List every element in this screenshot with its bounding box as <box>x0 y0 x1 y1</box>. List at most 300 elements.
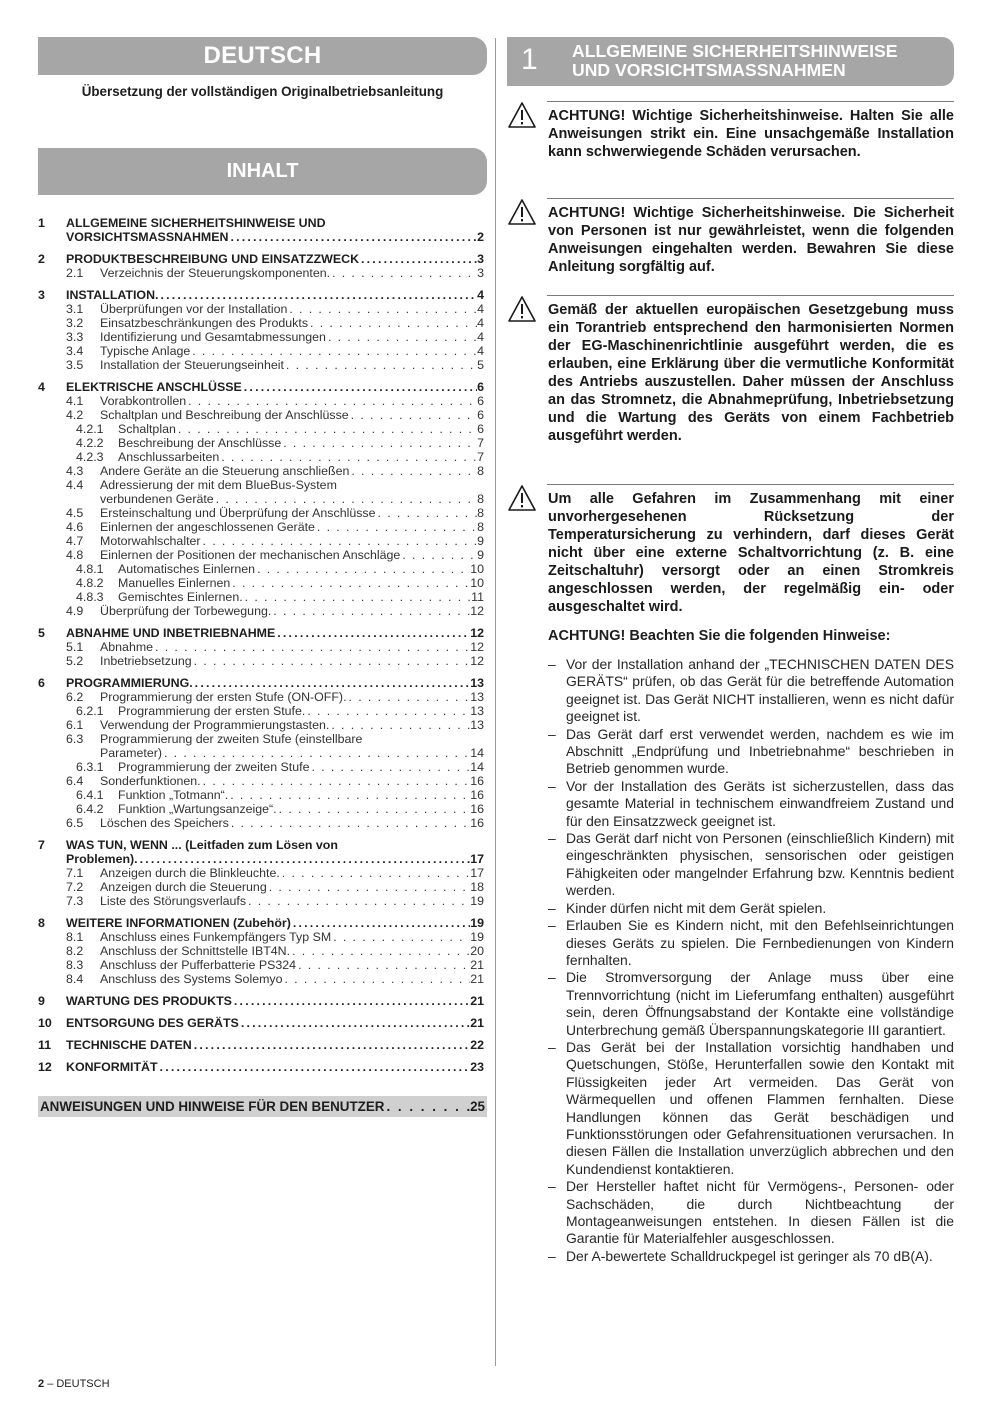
toc-label: Adressierung der mit dem BlueBus-System <box>100 478 337 492</box>
document-subtitle: Übersetzung der vollständigen Originalbetriebsanleitung <box>81 84 444 99</box>
toc-page-number: 21 <box>470 1016 484 1030</box>
toc-leader <box>308 316 477 330</box>
toc-label: ALLGEMEINE SICHERHEITSHINWEISE UND <box>66 216 326 230</box>
toc-entry[interactable] <box>38 548 484 562</box>
section-number: 1 <box>521 43 538 76</box>
toc-label: Motorwahlschalter <box>100 534 201 548</box>
toc-number: 2 <box>38 252 45 266</box>
dash-bullet-icon: – <box>548 1247 556 1264</box>
toc-page-number: 12 <box>470 654 484 668</box>
toc-number: 6 <box>38 676 45 690</box>
toc-leader <box>305 704 470 718</box>
toc-page-number: 6 <box>477 422 484 436</box>
toc-page-number: 9 <box>477 548 484 562</box>
toc-leader <box>349 464 477 478</box>
dash-bullet-icon: – <box>548 725 556 742</box>
toc-number: 7.1 <box>66 866 84 880</box>
toc-number: 4.8.3 <box>76 590 104 604</box>
toc-entry[interactable] <box>38 930 484 944</box>
section-title: ALLGEMEINE SICHERHEITSHINWEISE UND VORSICHTSMASSNAHMEN <box>572 41 898 80</box>
toc-page-number: 21 <box>470 994 484 1008</box>
toc-page-number: 8 <box>477 464 484 478</box>
hint-text: Vor der Installation anhand der „TECHNISCHEN DATEN DES GERÄTS“ prüfen, ob das Gerät für die betreffende Automation geeignet ist. Das Gerät NICHT installieren, wenn es nicht dafür geeignet ist. <box>566 656 954 725</box>
toc-number: 4.4 <box>66 478 84 492</box>
toc-users-page: 25 <box>470 1099 485 1114</box>
toc-entry[interactable] <box>38 266 484 280</box>
hint-text: Vor der Installation des Geräts ist sicherzustellen, dass das gesamte Material in technischem einwandfreiem Zustand und für den Einsatzzweck geeignet ist. <box>566 777 954 829</box>
toc-number: 11 <box>38 1038 52 1052</box>
toc-number: 12 <box>38 1060 52 1074</box>
toc-page-number: 16 <box>470 802 484 816</box>
toc-label: Funktion „Totmann“. <box>118 788 229 802</box>
toc-page-number: 3 <box>477 266 484 280</box>
toc-page-number: 19 <box>470 930 484 944</box>
toc-number: 4.6 <box>66 520 84 534</box>
toc-page-number: 17 <box>470 852 484 866</box>
toc-users-entry[interactable] <box>38 1096 487 1117</box>
toc-label: Inbetriebsetzung <box>100 654 192 668</box>
toc-page-number: 5 <box>477 358 484 372</box>
language-banner: DEUTSCH <box>38 37 487 75</box>
hint-item <box>548 778 954 830</box>
toc-label: Einlernen der angeschlossenen Geräte <box>100 520 315 534</box>
toc-leader <box>232 994 470 1008</box>
toc-leader <box>330 266 477 280</box>
toc-page-number: 8 <box>477 492 484 506</box>
warning-triangle-icon <box>507 198 537 226</box>
toc-label: VORSICHTSMASSNAHMEN <box>66 230 229 244</box>
toc-page-number: 6 <box>477 408 484 422</box>
toc-label: ELEKTRISCHE ANSCHLÜSSE <box>66 380 242 394</box>
toc-label: Einlernen der Positionen der mechanischen Anschläge <box>100 548 401 562</box>
toc-page-number: 17 <box>470 866 484 880</box>
toc-entry[interactable] <box>38 604 484 618</box>
hint-item <box>548 1178 954 1248</box>
toc-label: Gemischtes Einlernen. <box>118 590 243 604</box>
toc-page-number: 13 <box>470 718 484 732</box>
toc-entry[interactable] <box>38 520 484 534</box>
toc-number: 4.8 <box>66 548 84 562</box>
toc-label: Beschreibung der Anschlüsse <box>118 436 282 450</box>
toc-page-number: 4 <box>477 288 484 302</box>
warning-rule <box>547 198 954 199</box>
dash-bullet-icon: – <box>548 777 556 794</box>
toc-entry[interactable] <box>38 802 484 816</box>
warning-text: ACHTUNG! Wichtige Sicherheitshinweise. Die Sicherheit von Personen ist nur gewährleistet, wenn die folgenden Anweisungen eingehalten werden. Bewahren Sie diese Anleitung sorgfältig auf. <box>548 205 954 275</box>
dash-bullet-icon: – <box>548 656 556 672</box>
toc-label: TECHNISCHE DATEN <box>66 1038 192 1052</box>
toc-label: Löschen des Speichers <box>100 816 229 830</box>
hint-item <box>548 900 954 917</box>
page-footer <box>38 1378 110 1390</box>
hint-text: Kinder dürfen nicht mit dem Gerät spielen. <box>566 899 827 916</box>
toc-label: Installation der Steuerungseinheit <box>100 358 284 372</box>
toc-page-number: 7 <box>477 450 484 464</box>
toc-number: 7.3 <box>66 894 84 908</box>
toc-page-number: 7 <box>477 436 484 450</box>
toc-page-number: 18 <box>470 880 484 894</box>
toc-label: Verzeichnis der Steuerungskomponenten. <box>100 266 331 280</box>
toc-label: Abnahme <box>100 640 154 654</box>
toc-page-number: 13 <box>470 704 484 718</box>
toc-leader <box>347 690 471 704</box>
toc-leader <box>359 252 477 266</box>
toc-page-number: 11 <box>471 590 484 604</box>
toc-label: Anzeigen durch die Blinkleuchte. <box>100 866 280 880</box>
toc-number: 4.2.2 <box>76 436 104 450</box>
toc-label: PROGRAMMIERUNG. <box>66 676 193 690</box>
toc-label: WAS TUN, WENN ... (Leitfaden zum Lösen von <box>66 838 338 852</box>
toc-entry[interactable] <box>38 1016 484 1030</box>
toc-leader <box>190 344 477 358</box>
dash-bullet-icon: – <box>548 1038 556 1055</box>
toc-label: INSTALLATION. <box>66 288 159 302</box>
toc-label: Programmierung der zweiten Stufe (einstellbare <box>100 732 363 746</box>
toc-page-number: 22 <box>470 1038 484 1052</box>
toc-title: INHALT <box>38 148 487 195</box>
toc-entry[interactable] <box>38 866 484 880</box>
toc-label: Anschlussarbeiten <box>118 450 220 464</box>
toc-page-number: 12 <box>470 640 484 654</box>
toc-number: 4.5 <box>66 506 84 520</box>
toc-leader <box>283 972 471 986</box>
toc-number: 4.8.2 <box>76 576 104 590</box>
toc-entry[interactable] <box>38 690 484 704</box>
hint-text: Der A-bewertete Schalldruckpegel ist geringer als 70 dB(A). <box>566 1247 933 1264</box>
toc-entry[interactable] <box>38 704 484 718</box>
toc-page-number: 8 <box>477 520 484 534</box>
dash-bullet-icon: – <box>548 830 556 847</box>
toc-leader <box>246 894 470 908</box>
toc-number: 4 <box>38 380 45 394</box>
toc-label: Parameter) <box>100 746 162 760</box>
toc-label: Schaltplan <box>118 422 176 436</box>
toc-number: 8.1 <box>66 930 84 944</box>
toc-leader <box>255 562 470 576</box>
toc-entry[interactable] <box>38 576 484 590</box>
toc-entry[interactable] <box>38 1060 484 1074</box>
toc-page-number: 9 <box>477 534 484 548</box>
toc-entry[interactable] <box>38 408 484 422</box>
toc-leader <box>329 718 470 732</box>
toc-entry[interactable] <box>38 774 484 788</box>
toc-leader <box>331 930 470 944</box>
table-of-contents <box>38 216 484 1074</box>
toc-number: 3.2 <box>66 316 84 330</box>
hint-text: Das Gerät darf erst verwendet werden, nachdem es wie im Abschnitt „Endprüfung und Inbetriebnahme“ beschrieben in Betrieb genommen wurde. <box>566 725 954 777</box>
toc-leader <box>280 866 470 880</box>
toc-entry[interactable] <box>38 288 484 302</box>
toc-label: ENTSORGUNG DES GERÄTS <box>66 1016 239 1030</box>
warning-rule <box>547 295 954 296</box>
toc-page-number: 4 <box>477 330 484 344</box>
toc-number: 6.4 <box>66 774 84 788</box>
toc-label: Sonderfunktionen. <box>100 774 201 788</box>
toc-users-label: ANWEISUNGEN UND HINWEISE FÜR DEN BENUTZER <box>40 1099 385 1114</box>
toc-label: Problemen). <box>66 852 138 866</box>
hint-item <box>548 969 954 1039</box>
toc-leader <box>271 604 470 618</box>
dash-bullet-icon: – <box>548 969 556 986</box>
toc-label: Vorabkontrollen <box>100 394 187 408</box>
toc-entry[interactable] <box>38 894 484 908</box>
dash-bullet-icon: – <box>548 1178 556 1195</box>
toc-entry[interactable] <box>38 816 484 830</box>
toc-number: 4.3 <box>66 464 84 478</box>
toc-label: verbundenen Geräte <box>100 492 214 506</box>
toc-entry[interactable] <box>38 450 484 464</box>
toc-number: 6.2.1 <box>76 704 104 718</box>
toc-label: WEITERE INFORMATIONEN (Zubehör) <box>66 916 291 930</box>
toc-entry[interactable] <box>38 506 484 520</box>
toc-leader <box>243 590 471 604</box>
toc-number: 3.3 <box>66 330 84 344</box>
toc-leader <box>275 626 470 640</box>
toc-leader <box>214 492 477 506</box>
toc-label: WARTUNG DES PRODUKTS <box>66 994 232 1008</box>
toc-leader <box>228 230 477 244</box>
toc-leader <box>296 958 470 972</box>
page-number: 2 <box>38 1378 45 1390</box>
toc-number: 6.1 <box>66 718 84 732</box>
toc-entry[interactable] <box>38 394 484 408</box>
hint-item <box>548 656 954 726</box>
toc-label: KONFORMITÄT <box>66 1060 158 1074</box>
toc-leader <box>290 944 470 958</box>
toc-entry[interactable] <box>38 534 484 548</box>
notice-heading: ACHTUNG! Beachten Sie die folgenden Hinweise: <box>548 628 891 644</box>
toc-page-number: 6 <box>477 394 484 408</box>
toc-entry[interactable] <box>38 562 484 576</box>
toc-page-number: 10 <box>470 562 484 576</box>
warning-text: ACHTUNG! Wichtige Sicherheitshinweise. Halten Sie alle Anweisungen strikt ein. Eine unsachgemäße Installation kann schwerwiegende Schäden verursachen. <box>548 108 954 160</box>
toc-label: Verwendung der Programmierungstasten. <box>100 718 330 732</box>
dash-bullet-icon: – <box>548 917 556 934</box>
toc-leader <box>291 916 470 930</box>
toc-leader <box>281 436 477 450</box>
warning-triangle-icon <box>507 295 537 323</box>
toc-entry[interactable] <box>38 626 484 640</box>
toc-number: 9 <box>38 994 45 1008</box>
toc-leader <box>309 760 470 774</box>
toc-label: Überprüfungen vor der Installation <box>100 302 288 316</box>
toc-label: Schaltplan und Beschreibung der Anschlüsse <box>100 408 349 422</box>
toc-entry[interactable] <box>38 916 484 930</box>
toc-page-number: 16 <box>470 774 484 788</box>
toc-page-number: 16 <box>470 788 484 802</box>
toc-page-number: 13 <box>470 690 484 704</box>
warning-text: Um alle Gefahren im Zusammenhang mit einer unvorhergesehenen Rücksetzung der Temperatursicherung zu verhindern, darf dieses Gerät nicht über eine externe Schaltvorrichtung (z. B. eine Zeitschaltuhr) versorgt oder an einen Stromkreis angeschlossen werden, der regelmäßig ein- oder ausgeschaltet wird. <box>548 491 954 615</box>
toc-page-number: 19 <box>470 894 484 908</box>
toc-page-number: 14 <box>470 746 484 760</box>
toc-leader <box>315 520 477 534</box>
toc-leader <box>242 380 477 394</box>
toc-leader <box>192 1038 470 1052</box>
toc-entry[interactable] <box>38 732 484 760</box>
warning-triangle-icon <box>507 101 537 129</box>
toc-entry[interactable] <box>38 654 484 668</box>
toc-page-number: 3 <box>477 252 484 266</box>
toc-label: ABNAHME UND INBETRIEBNAHME <box>66 626 276 640</box>
toc-leader <box>287 302 477 316</box>
toc-entry[interactable] <box>38 958 484 972</box>
column-divider <box>495 38 496 1366</box>
toc-entry[interactable] <box>38 316 484 330</box>
toc-entry[interactable] <box>38 422 484 436</box>
toc-number: 10 <box>38 1016 52 1030</box>
toc-entry[interactable] <box>38 994 484 1008</box>
toc-leader <box>284 358 477 372</box>
toc-entry[interactable] <box>38 478 484 506</box>
toc-number: 1 <box>38 216 45 230</box>
toc-leader <box>267 880 470 894</box>
toc-entry[interactable] <box>38 838 484 866</box>
hint-text: Das Gerät bei der Installation vorsichtig handhaben und Quetschungen, Stöße, Herunterfallen sowie den Kontakt mit Flüssigkeiten jeder Art vermeiden. Das Gerät von Wärmequellen und offenen Flammen fernhalten. Diese Handlungen können das Gerät beschädigen und Funktionsstörungen oder Gefahrensituationen verursachen. In diesen Fällen die Installation unverzüglich abbrechen und den Kundendienst kontaktieren. <box>566 1038 954 1177</box>
toc-page-number: 10 <box>470 576 484 590</box>
toc-leader <box>229 816 470 830</box>
toc-number: 6.3 <box>66 732 84 746</box>
toc-label: Ersteinschaltung und Überprüfung der Anschlüsse <box>100 506 376 520</box>
toc-label: Anschluss eines Funkempfängers Typ SM <box>100 930 332 944</box>
toc-leader <box>201 774 471 788</box>
toc-entry[interactable] <box>38 380 484 394</box>
toc-label: Programmierung der ersten Stufe. <box>118 704 306 718</box>
toc-page-number: 19 <box>470 916 484 930</box>
toc-entry[interactable] <box>38 760 484 774</box>
toc-number: 5.1 <box>66 640 84 654</box>
toc-label: PRODUKTBESCHREIBUNG UND EINSATZZWECK <box>66 252 360 266</box>
toc-entry[interactable] <box>38 590 484 604</box>
footer-language: – DEUTSCH <box>47 1378 110 1390</box>
toc-label: Automatisches Einlernen <box>118 562 256 576</box>
toc-entry[interactable] <box>38 436 484 450</box>
toc-entry[interactable] <box>38 788 484 802</box>
toc-label: Typische Anlage <box>100 344 191 358</box>
toc-page-number: 14 <box>470 760 484 774</box>
toc-number: 3.4 <box>66 344 84 358</box>
hint-item <box>548 830 954 900</box>
toc-number: 4.2.1 <box>76 422 104 436</box>
toc-number: 7 <box>38 838 45 852</box>
toc-page-number: 13 <box>470 676 484 690</box>
toc-number: 4.2.3 <box>76 450 104 464</box>
toc-entry[interactable] <box>38 718 484 732</box>
toc-number: 2.1 <box>66 266 84 280</box>
toc-label: Anschluss des Systems Solemyo <box>100 972 283 986</box>
toc-leader <box>193 676 471 690</box>
toc-leader <box>230 576 470 590</box>
toc-leader <box>326 330 477 344</box>
toc-label: Anschluss der Schnittstelle IBT4N. <box>100 944 291 958</box>
toc-entry[interactable] <box>38 1038 484 1052</box>
toc-leader <box>158 288 477 302</box>
toc-page-number: 12 <box>470 626 484 640</box>
warning-rule <box>547 101 954 102</box>
toc-number: 3.5 <box>66 358 84 372</box>
toc-label: Programmierung der ersten Stufe (ON-OFF). <box>100 690 347 704</box>
toc-number: 4.2 <box>66 408 84 422</box>
toc-number: 5.2 <box>66 654 84 668</box>
toc-number: 3 <box>38 288 45 302</box>
toc-number: 6.5 <box>66 816 84 830</box>
toc-number: 4.8.1 <box>76 562 104 576</box>
toc-page-number: 4 <box>477 302 484 316</box>
toc-page-number: 4 <box>477 316 484 330</box>
toc-page-number: 2 <box>477 230 484 244</box>
toc-number: 4.9 <box>66 604 84 618</box>
toc-label: Manuelles Einlernen <box>118 576 231 590</box>
hint-text: Das Gerät darf nicht von Personen (einschließlich Kindern) mit eingeschränkten physischen, sensorischen oder geistigen Fähigkeiten oder mangelnder Erfahrung bzw. Kenntnis bedient werden. <box>566 830 954 899</box>
toc-entry[interactable] <box>38 640 484 654</box>
toc-entry[interactable] <box>38 880 484 894</box>
toc-label: Überprüfung der Torbewegung. <box>100 604 272 618</box>
toc-page-number: 4 <box>477 344 484 358</box>
toc-leader <box>376 506 478 520</box>
toc-number: 8.4 <box>66 972 84 986</box>
toc-page-number: 20 <box>470 944 484 958</box>
toc-page-number: 23 <box>470 1060 484 1074</box>
toc-label: Anschluss der Pufferbatterie PS324 <box>100 958 297 972</box>
toc-number: 4.1 <box>66 394 84 408</box>
toc-number: 8.2 <box>66 944 84 958</box>
toc-leader <box>158 1060 471 1074</box>
toc-page-number: 21 <box>470 958 484 972</box>
toc-leader <box>349 408 477 422</box>
toc-leader <box>153 640 470 654</box>
toc-entry[interactable] <box>38 464 484 478</box>
toc-leader <box>400 548 477 562</box>
toc-page-number: 16 <box>470 816 484 830</box>
toc-entry[interactable] <box>38 358 484 372</box>
hint-item <box>548 917 954 969</box>
toc-entry[interactable] <box>38 676 484 690</box>
toc-page-number: 8 <box>477 506 484 520</box>
hints-list <box>548 656 954 1265</box>
toc-entry[interactable] <box>38 302 484 316</box>
toc-entry[interactable] <box>38 972 484 986</box>
toc-leader <box>239 1016 470 1030</box>
toc-page-number: 6 <box>477 380 484 394</box>
warning-text: Gemäß der aktuellen europäischen Gesetzgebung muss ein Torantrieb entsprechend den harmonisierten Normen der EG-Maschinenrichtlinie ausgeführt werden, die es erlauben, eine Erklärung über die vermutliche Konformität des Antriebs auszustellen. Daher müssen der Anschluss an das Stromnetz, die Abnahmeprüfung, Inbetriebsetzung und die Wartung des Geräts von einem Fachbetrieb ausgeführt werden. <box>548 302 954 444</box>
toc-leader <box>201 534 478 548</box>
toc-leader <box>277 802 471 816</box>
toc-leader <box>228 788 470 802</box>
toc-number: 6.4.1 <box>76 788 104 802</box>
toc-leader <box>219 450 477 464</box>
toc-leader <box>176 422 477 436</box>
toc-number: 6.2 <box>66 690 84 704</box>
hint-item <box>548 1039 954 1178</box>
toc-label: Liste des Störungsverlaufs <box>100 894 247 908</box>
toc-leader <box>138 852 471 866</box>
hint-item <box>548 1248 954 1265</box>
toc-entry[interactable] <box>38 216 484 244</box>
toc-entry[interactable] <box>38 344 484 358</box>
toc-entry[interactable] <box>38 252 484 266</box>
hint-text: Der Hersteller haftet nicht für Vermögens-, Personen- oder Sachschäden, die durch Nichtbeachtung der Montageanweisungen entstehen. In diesen Fällen ist die Garantie für Materialfehler ausgeschlossen. <box>566 1178 954 1247</box>
hint-item <box>548 726 954 778</box>
toc-number: 3.1 <box>66 302 84 316</box>
toc-number: 5 <box>38 626 45 640</box>
warning-triangle-icon <box>507 484 537 512</box>
toc-label: Identifizierung und Gesamtabmessungen <box>100 330 326 344</box>
toc-number: 6.3.1 <box>76 760 104 774</box>
toc-page-number: 21 <box>470 972 484 986</box>
toc-number: 8 <box>38 916 45 930</box>
toc-entry[interactable] <box>38 944 484 958</box>
toc-entry[interactable] <box>38 330 484 344</box>
toc-number: 6.4.2 <box>76 802 104 816</box>
